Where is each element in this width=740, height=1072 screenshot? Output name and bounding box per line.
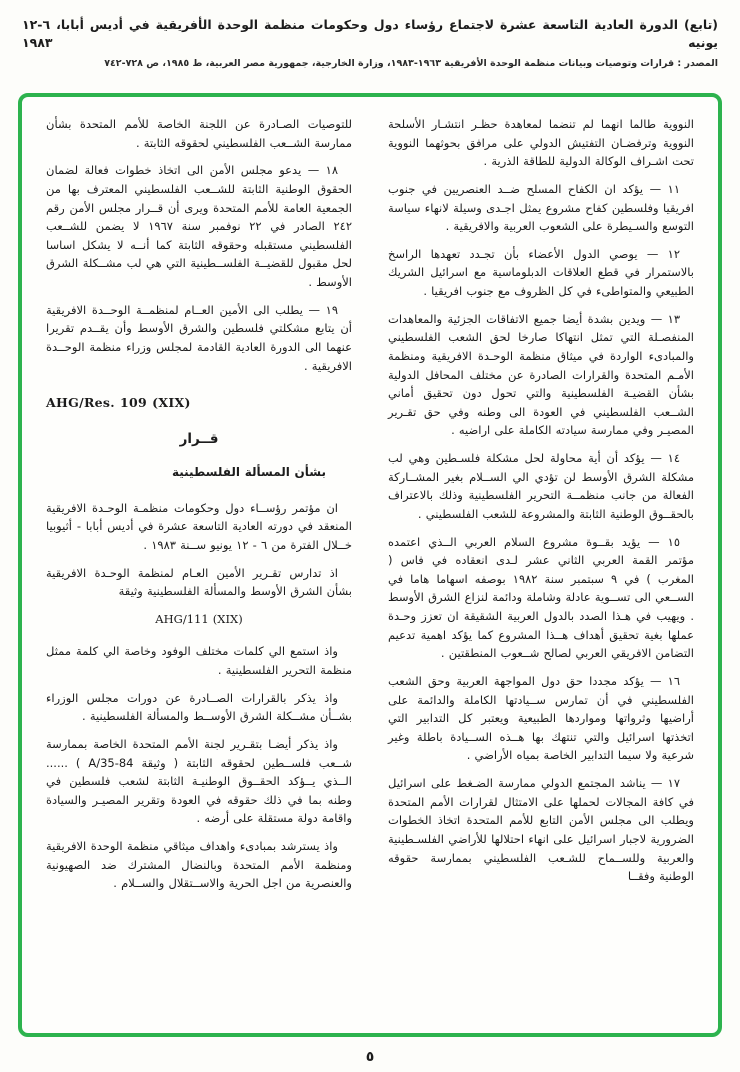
text-columns	[46, 115, 694, 1023]
paragraph-continuation: للتوصيات الصـادرة عن اللجنة الخاصة للأمم المتحدة بشأن ممارسة الشــعب الفلسطيني لحقوقه الثابتة .	[46, 117, 352, 150]
document-code: AHG/Res. 109 (XIX)	[46, 395, 191, 411]
paragraph-preamble-2: اذ تدارس تقـرير الأمين العـام لمنظمة الوحـدة الافريقية بشأن الشرق الأوسط والمسألة الفلسطينية وثيقة	[46, 565, 352, 599]
page-number: ٥	[365, 1049, 375, 1065]
document-frame	[18, 93, 722, 1037]
paragraph-continuation: النووية طالما انهما لم تنضما لمعاهدة حظـر انتشـار الأسلحة النووية وترفضـان التفتيش الدولي على مرافق بحوثهما النووية تحت اشـراف الوكالة الدولية للطاقة الذرية .	[388, 117, 694, 169]
header-line-1: (تابع) الدورة العادية التاسعة عشرة لاجتماع رؤساء دول وحكومات منظمة الوحدة الأفريقية في أديس أبابا، ٦-١٢ يونيه ١٩٨٣	[22, 17, 718, 50]
column-right	[388, 115, 694, 1023]
paragraph-preamble-6: واذ يسترشد بمبادىء واهداف ميثاقي منظمة الوحدة الافريقية ومنظمة الأمم المتحدة وبالنضال المشترك ضد الصهيونية والعنصرية من اجل الحرية والاســتقلال والســلام .	[46, 839, 352, 891]
paragraph-preamble-4: واذ يذكر بالقرارات الصــادرة عن دورات مجلس الوزراء بشــأن مشــكلة الشرق الأوســط والمسألة الفلسطينية .	[46, 690, 352, 724]
paragraph-17: ١٧ — يناشد المجتمع الدولي ممارسة الضـغط على اسرائيل في كافة المجالات لحملها على الامتثال لقرارات الأمم المتحدة ويطلب الى مجلس الأمن التابع للأمم المتحدة اتخاذ الخطوات الضرورية لاجبار اسرائيل على انهاء احتلالها للأراضي الفلسـطينية والعربية وللســماح للشـعب الفلسطيني بممارسة حقوقه الوطنية وفقــا	[388, 776, 694, 884]
paragraph-preamble-3: واذ استمع الي كلمات مختلف الوفود وخاصة الي كلمة ممثل منظمة التحرير الفلسطينية .	[46, 644, 352, 678]
paragraph-preamble-5: واذ يذكر أيضـا بتقـرير لجنة الأمم المتحدة الخاصة بممارسة شــعب فلســطين لحقوقه الثابتة ( وثيقة A/35-84 ) ...... الــذي يــؤكد الحقــوق الوطنيـة الثابتة لشعب فلسطين في وطنه بما في ذلك حقوقه في العودة وتقرير المصيـر والسيادة واقامة دولة مستقلة على أرضه .	[46, 736, 352, 826]
column-left	[46, 115, 352, 1023]
resolution-title: قــرار	[179, 431, 219, 448]
paragraph-16: ١٦ — يؤكد مجددا حق دول المواجهة العربية وحق الشعب الفلسطيني في أن تمارس ســيادتها الكاملة والدائمة على أراضيها وثرواتها ومواردها الطبيعية ويعتبر كل التدابير التي اتخذتها اسرائيل والتي تنتهك بها هــذه الســيادة باطلة وغير شرعية ولا سيما التدابير الخاصة بمياه الأراضي .	[388, 673, 694, 763]
paragraph-19: ١٩ — يطلب الى الأمين العــام لمنظمــة الوحــدة الافريقية أن يتابع مشكلتي فلسطين والشرق الأوسط وأن يقــدم تقريرا عنهما الى الدورة العادية القادمة لمجلس وزراء منظمة الوحــدة الافريقية .	[46, 302, 352, 373]
page-header	[0, 16, 740, 69]
header-line-2: المصدر : قرارات وتوصيات وبيانات منظمة الوحدة الأفريقية ١٩٦٣-١٩٨٣، وزارة الخارجية، جمهورية مصر العربية، ط ١٩٨٥، ص ٧٢٨-٧٤٢	[104, 58, 718, 69]
paragraph-13: ١٣ — ويدين بشدة أيضا جميع الاتفاقات الجزئية والمعاهدات المنفصـلة التي تمثل انتهاكا صارخا لحق الشعب الفلسطيني والمبادىء الواردة في ميثاق منظمة الوحـدة الافريقية ومنظمة الأمـم المتحدة والقرارات الصادرة عن مختلف المحافل الدولية بشأن القضيـة الفلسطينية والتي تحول دون تحقيق أماني الشــعب الفلسطيني في العودة الى وطنه وفي حق تقـرير المصيـر وفي ممارسة سيادته الكاملة على اراضيه .	[388, 311, 694, 438]
paragraph-14: ١٤ — يؤكد أن أية محاولة لحل مشكلة فلسـطين وهي لب مشكلة الشرق الأوسط لن تؤدي الي الســلام بغير المشــاركة الفعالة من جانب منظمــة التحرير الفلسطينية وذلك بالاعتراف بالحقــوق الوطنية الثابتة والمشروعة للشعب الفلسطيني .	[388, 451, 694, 521]
paragraph-18: ١٨ — يدعو مجلس الأمن الى اتخاذ خطوات فعالة لضمان الحقوق الوطنية الثابتة للشــعب الفلسطيني المعترف بها من الجمعية العامة للأمم المتحدة ويرى أن قــرار مجلس الأمن رقم ٢٤٢ الصادر في ٢٢ نوفمبر سنة ١٩٦٧ لا يضمن للشــعب الفلسطيني مستقبله وحقوقه الثابتة كما أنــه لا يشكل اساسا لحل مقبول للقضيــة الفلســطينية التي هي لب مشــكلة الشرق الأوسط .	[46, 163, 353, 289]
paragraph-preamble-1: ان مؤتمر رؤســاء دول وحكومات منظمـة الوحـدة الافريقية المنعقد في دورته العادية التاسعة عشرة في أديس أبابا - أثيوبيا خــلال الفترة من ٦ - ١٢ يونيو ســنة ١٩٨٣ .	[46, 500, 352, 552]
paragraph-11: ١١ — يؤكد ان الكفاح المسلح ضــد العنصريين في جنوب افريقيا وفلسطين كفاح مشروع يمثل اجـدى وسيلة لانهاء سياسة التوسع والسـيطرة على الشعوب العربية والافريقية .	[388, 181, 694, 234]
resolution-subtitle: بشأن المسألة الفلسطينية	[171, 465, 326, 480]
paragraph-12: ١٢ — يوصي الدول الأعضاء بأن تجـدد تعهدها الراسخ بالاستمرار في قطع العلاقات الدبلوماسية مع اسرائيل الشريك الطبيعي والمتواطىء في كل الظروف مع جنوب افريقيا .	[388, 246, 694, 298]
document-reference: AHG/111 (XIX)	[155, 611, 243, 626]
paragraph-15: ١٥ — يؤيد بقــوة مشروع السلام العربي الــذي اعتمده مؤتمر القمة العربي الثاني عشر لـدى انعقاده في فاس ( المغرب ) في ٩ سبتمبر سنة ١٩٨٢ بوصفه اسهاما هاما في الســعي الى تســوية عادلة وشاملة ودائمة لنزاع الشرق الأوسط . ويهيب في هـذا الصدد بالدول العربية الشقيقة ان تعزز وحـدة عملها بغية تحقيق أهداف هــذا المشروع كما يؤكد اهمية تدعيم التضامن الافريقي العربي لصالح شــعوب المنطقتين .	[388, 534, 694, 661]
